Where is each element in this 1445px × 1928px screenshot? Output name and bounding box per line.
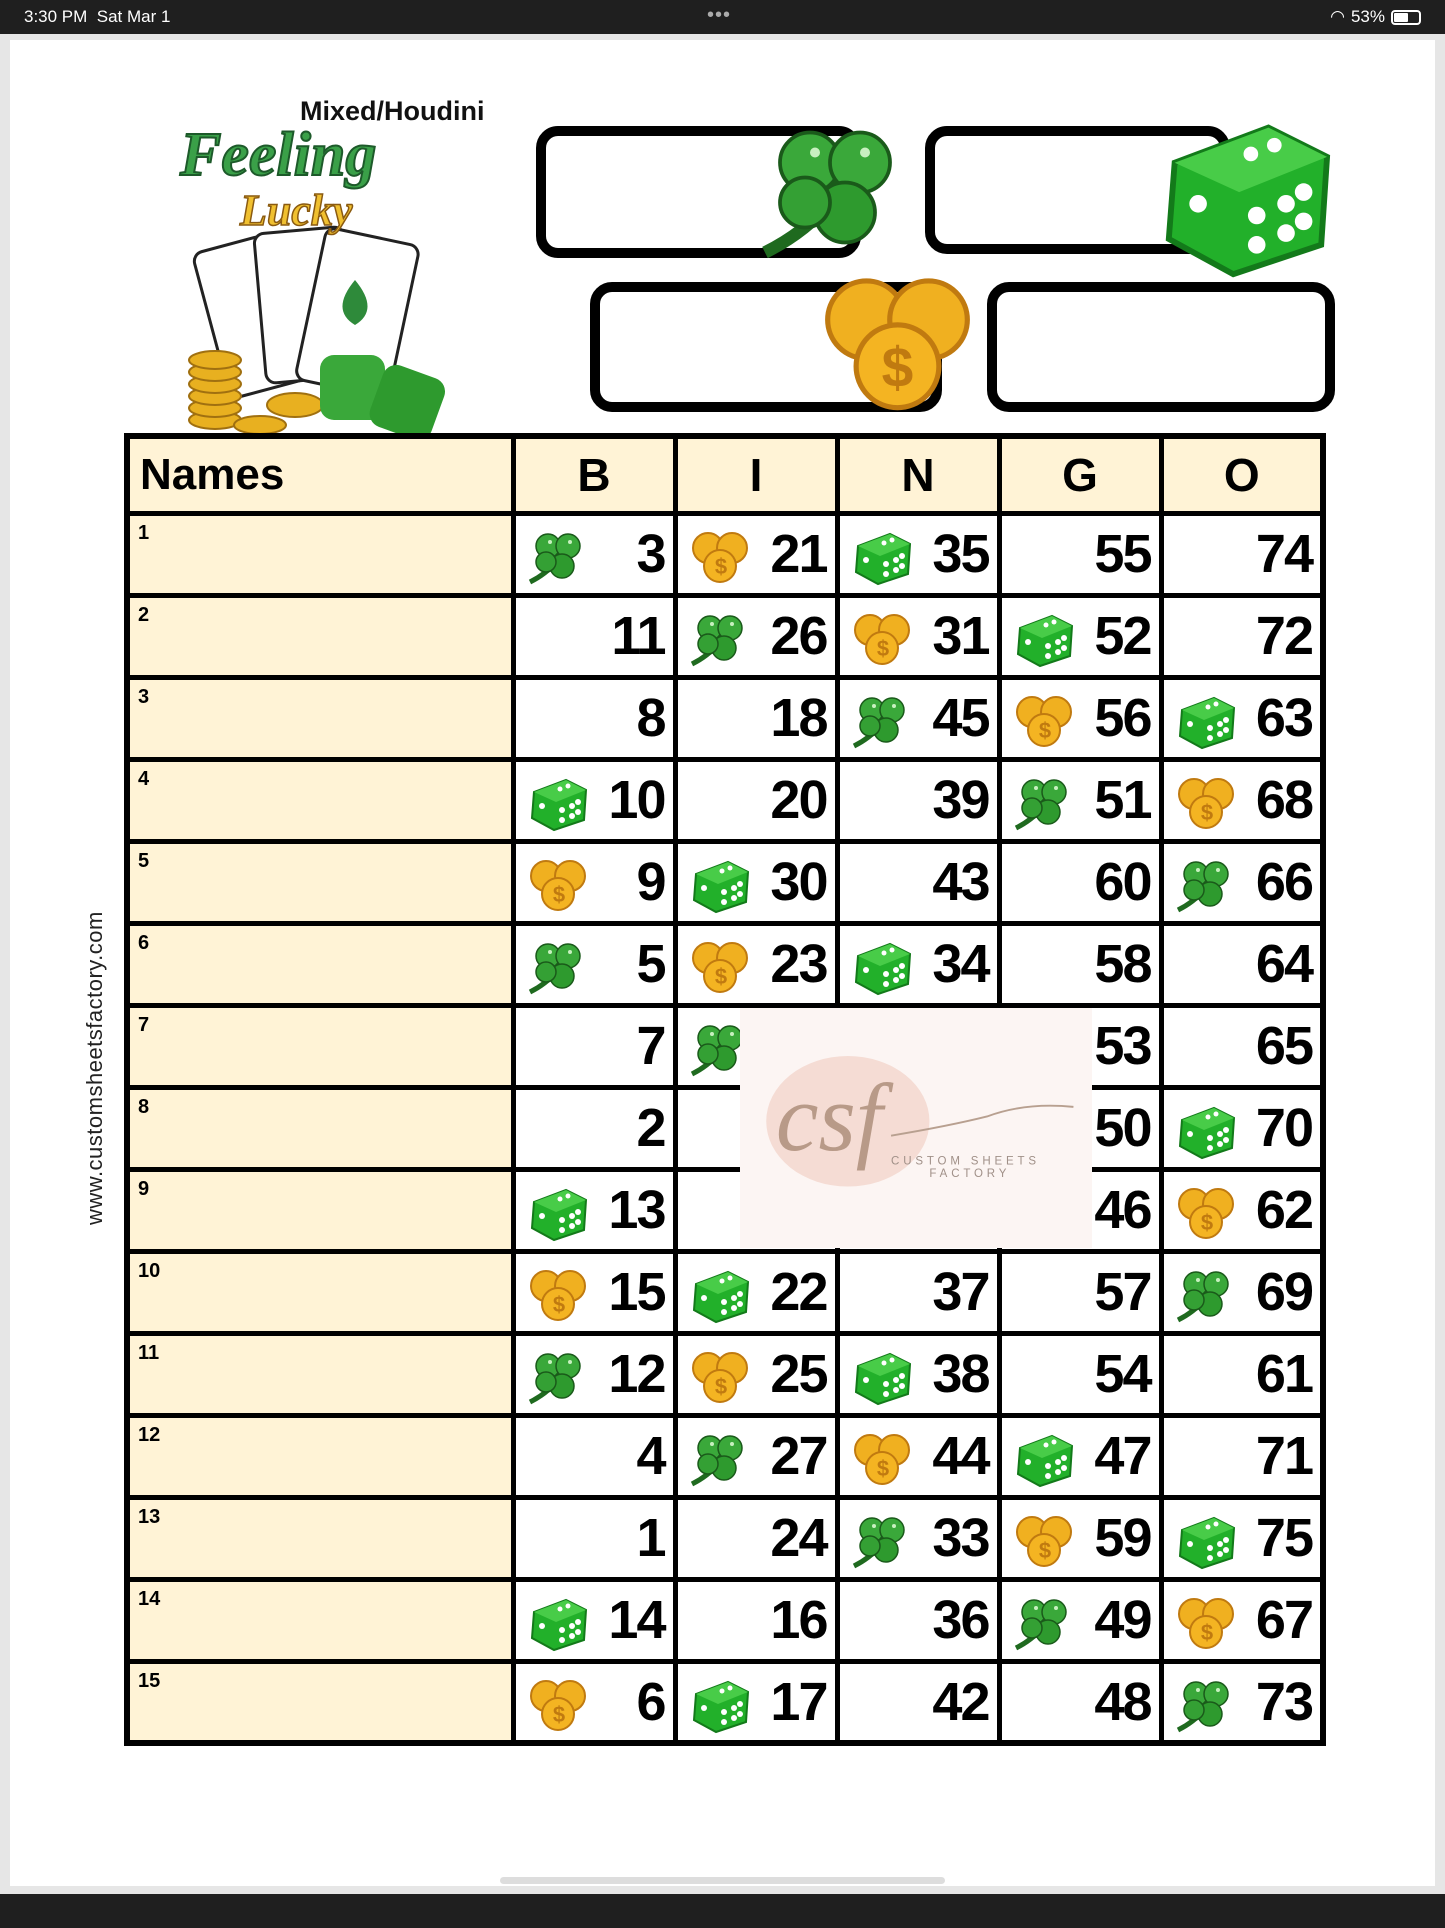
- bingo-number: 16: [770, 1590, 827, 1650]
- bingo-cell-o: [1161, 1415, 1323, 1497]
- row-number: 6: [138, 931, 150, 954]
- bingo-cell-g: [999, 1497, 1161, 1579]
- bingo-number: 52: [1094, 606, 1151, 666]
- bingo-cell-i: [675, 677, 837, 759]
- bingo-cell-i: [675, 595, 837, 677]
- bingo-number: 54: [1094, 1344, 1151, 1404]
- row-number: 15: [138, 1669, 161, 1692]
- time-text: 3:30 PM: [24, 7, 88, 26]
- bingo-cell-i: [675, 1415, 837, 1497]
- table-row: [127, 513, 1323, 595]
- bingo-cell-o: [1161, 923, 1323, 1005]
- bingo-number: 73: [1255, 1671, 1312, 1732]
- name-cell[interactable]: [127, 677, 513, 759]
- bingo-cell-g: [999, 759, 1161, 841]
- clover-icon: [1012, 774, 1076, 832]
- prize-box-4: [987, 282, 1335, 412]
- bingo-number: 34: [932, 934, 989, 994]
- bingo-number: 48: [1094, 1671, 1151, 1732]
- bingo-cell-b: [513, 923, 675, 1005]
- bingo-cell-i: [675, 923, 837, 1005]
- row-number: 4: [138, 767, 150, 790]
- bingo-cell-n: [837, 1661, 999, 1743]
- bingo-cell-n: [837, 1333, 999, 1415]
- bingo-number: 71: [1255, 1426, 1312, 1486]
- name-cell[interactable]: [127, 759, 513, 841]
- coins-icon: [526, 1266, 590, 1324]
- bingo-cell-o: [1161, 677, 1323, 759]
- bingo-cell-b: [513, 841, 675, 923]
- bingo-cell-b: [513, 1415, 675, 1497]
- bingo-cell-g: [999, 1251, 1161, 1333]
- bingo-number: 9: [636, 852, 665, 912]
- coins-icon: [1174, 1184, 1238, 1242]
- bingo-cell-b: [513, 1579, 675, 1661]
- dice-icon: [688, 1266, 752, 1324]
- bingo-number: 31: [932, 606, 989, 666]
- bingo-number: 70: [1255, 1098, 1312, 1158]
- bingo-cell-b: [513, 1661, 675, 1743]
- coins-icon: [688, 528, 752, 586]
- name-cell[interactable]: [127, 1333, 513, 1415]
- bingo-cell-i: [675, 841, 837, 923]
- bingo-number: 64: [1255, 934, 1312, 994]
- column-header-b: B: [513, 436, 675, 513]
- bingo-cell-b: [513, 513, 675, 595]
- clover-icon: [526, 528, 590, 586]
- bingo-cell-b: [513, 1005, 675, 1087]
- dice-icon: [526, 1184, 590, 1242]
- bingo-cell-n: [837, 923, 999, 1005]
- date-text: Sat Mar 1: [96, 7, 171, 26]
- bingo-cell-g: [999, 923, 1161, 1005]
- bingo-number: 14: [608, 1590, 665, 1650]
- website-text: www.customsheetsfactory.com: [82, 911, 107, 1225]
- bingo-number: 63: [1255, 688, 1312, 748]
- bingo-number: 44: [932, 1426, 989, 1486]
- bingo-cell-o: [1161, 841, 1323, 923]
- bingo-number: 4: [636, 1426, 665, 1486]
- bingo-cell-o: [1161, 1497, 1323, 1579]
- bingo-cell-n: [837, 513, 999, 595]
- coins-icon: [850, 610, 914, 668]
- bingo-cell-o: [1161, 1005, 1323, 1087]
- bingo-cell-b: [513, 1251, 675, 1333]
- clover-icon: [755, 115, 915, 265]
- bingo-cell-i: [675, 1251, 837, 1333]
- bingo-cell-g: [999, 841, 1161, 923]
- bingo-number: 59: [1094, 1508, 1151, 1568]
- name-cell[interactable]: [127, 1497, 513, 1579]
- bingo-cell-n: [837, 1415, 999, 1497]
- bingo-number: 13: [608, 1180, 665, 1240]
- coins-icon: [1174, 1594, 1238, 1652]
- coins-icon: [1012, 1512, 1076, 1570]
- bingo-number: 42: [932, 1671, 989, 1732]
- row-number: 8: [138, 1095, 150, 1118]
- battery-percent: 53%: [1350, 7, 1385, 26]
- bingo-number: 57: [1094, 1262, 1151, 1322]
- dice-icon: [1174, 692, 1238, 750]
- coins-icon: [688, 938, 752, 996]
- bingo-number: 3: [636, 524, 665, 584]
- bingo-number: 8: [636, 688, 665, 748]
- name-cell[interactable]: [127, 1005, 513, 1087]
- bingo-cell-n: [837, 841, 999, 923]
- bingo-cell-i: [675, 1579, 837, 1661]
- clover-icon: [1012, 1594, 1076, 1652]
- bingo-table: [124, 433, 1326, 1746]
- bingo-cell-b: [513, 677, 675, 759]
- bingo-number: 36: [932, 1590, 989, 1650]
- status-bar: [0, 0, 1445, 34]
- bingo-number: 33: [932, 1508, 989, 1568]
- game-subtitle: Mixed/Houdini: [300, 96, 485, 126]
- name-cell[interactable]: [127, 841, 513, 923]
- bingo-number: 67: [1255, 1590, 1312, 1650]
- bingo-number: 21: [770, 524, 827, 584]
- bingo-number: 17: [770, 1671, 827, 1732]
- home-indicator[interactable]: [500, 1877, 945, 1884]
- bingo-number: 72: [1255, 606, 1312, 666]
- clover-icon: [1174, 1676, 1238, 1734]
- table-row: [127, 1005, 1323, 1087]
- row-number: 11: [138, 1341, 160, 1364]
- table-row: [127, 841, 1323, 923]
- bingo-cell-i: [675, 513, 837, 595]
- bingo-number: 58: [1094, 934, 1151, 994]
- clover-icon: [1174, 1266, 1238, 1324]
- bingo-cell-g: [999, 1579, 1161, 1661]
- column-header-o: O: [1161, 436, 1323, 513]
- table-row: [127, 1087, 1323, 1169]
- bingo-number: 20: [770, 770, 827, 830]
- column-header-g: G: [999, 436, 1161, 513]
- bingo-number: 1: [636, 1508, 665, 1568]
- bingo-cell-i: [675, 759, 837, 841]
- column-header-i: I: [675, 436, 837, 513]
- bingo-number: 23: [770, 934, 827, 994]
- table-row: [127, 1333, 1323, 1415]
- dice-icon: [850, 938, 914, 996]
- bingo-number: 38: [932, 1344, 989, 1404]
- bingo-number: 45: [932, 688, 989, 748]
- coins-icon: [850, 1430, 914, 1488]
- bingo-cell-b: [513, 1169, 675, 1251]
- name-cell[interactable]: [127, 1169, 513, 1251]
- bingo-cell-b: [513, 759, 675, 841]
- bingo-cell-b: [513, 1087, 675, 1169]
- bingo-number: 22: [770, 1262, 827, 1322]
- bingo-number: 7: [636, 1016, 665, 1076]
- bingo-cell-g: [999, 677, 1161, 759]
- bingo-cell-o: [1161, 1251, 1323, 1333]
- bingo-number: 69: [1255, 1262, 1312, 1322]
- bingo-number: 47: [1094, 1426, 1151, 1486]
- bingo-number: 50: [1094, 1098, 1151, 1158]
- bingo-cell-g: [999, 513, 1161, 595]
- bingo-cell-n: [837, 759, 999, 841]
- feeling-lucky-logo: [170, 120, 510, 440]
- clover-icon: [688, 1430, 752, 1488]
- clover-icon: [526, 1348, 590, 1406]
- coins-icon: [526, 1676, 590, 1734]
- bingo-number: 39: [932, 770, 989, 830]
- name-cell[interactable]: [127, 1251, 513, 1333]
- name-cell[interactable]: [127, 1087, 513, 1169]
- bingo-number: 65: [1255, 1016, 1312, 1076]
- bingo-number: 18: [770, 688, 827, 748]
- bingo-cell-b: [513, 1333, 675, 1415]
- row-number: 13: [138, 1505, 161, 1528]
- name-cell[interactable]: [127, 513, 513, 595]
- name-cell[interactable]: [127, 595, 513, 677]
- bingo-cell-n: [837, 1579, 999, 1661]
- bingo-number: 37: [932, 1262, 989, 1322]
- clover-icon: [688, 610, 752, 668]
- bingo-number: 27: [770, 1426, 827, 1486]
- row-number: 12: [138, 1423, 161, 1446]
- bingo-number: 24: [770, 1508, 827, 1568]
- bingo-number: 10: [608, 770, 665, 830]
- bingo-number: 68: [1255, 770, 1312, 830]
- row-number: 2: [138, 603, 150, 626]
- table-row: [127, 677, 1323, 759]
- bingo-number: 11: [611, 606, 665, 666]
- dice-icon: [1150, 110, 1340, 280]
- bingo-number: 74: [1255, 524, 1312, 584]
- bingo-cell-o: [1161, 1579, 1323, 1661]
- bingo-number: 43: [932, 852, 989, 912]
- table-row: [127, 1415, 1323, 1497]
- bingo-number: 46: [1094, 1180, 1151, 1240]
- bingo-cell-o: [1161, 1087, 1323, 1169]
- bingo-cell-o: [1161, 595, 1323, 677]
- bingo-number: 56: [1094, 688, 1151, 748]
- coins-icon: [810, 268, 985, 418]
- logo-feeling-text: Feeling: [180, 121, 377, 189]
- watermark: [740, 1008, 1092, 1248]
- bingo-number: 25: [770, 1344, 827, 1404]
- bingo-number: 66: [1255, 852, 1312, 912]
- table-row: [127, 923, 1323, 1005]
- table-row: [127, 595, 1323, 677]
- bingo-cell-o: [1161, 513, 1323, 595]
- wifi-icon: ◠: [1330, 7, 1345, 26]
- watermark-line2: FACTORY: [929, 1167, 1011, 1180]
- dice-icon: [526, 774, 590, 832]
- multitask-dots[interactable]: •••: [707, 4, 732, 26]
- clover-icon: [526, 938, 590, 996]
- bingo-number: 12: [608, 1344, 665, 1404]
- bingo-cell-g: [999, 1333, 1161, 1415]
- dice-icon: [1174, 1512, 1238, 1570]
- bingo-cell-n: [837, 1251, 999, 1333]
- bingo-number: 53: [1094, 1016, 1151, 1076]
- dice-icon: [850, 1348, 914, 1406]
- bingo-cell-i: [675, 1497, 837, 1579]
- dice-icon: [688, 1676, 752, 1734]
- bingo-cell-o: [1161, 1169, 1323, 1251]
- bingo-number: 26: [770, 606, 827, 666]
- bingo-number: 30: [770, 852, 827, 912]
- row-number: 10: [138, 1259, 161, 1282]
- name-cell[interactable]: [127, 923, 513, 1005]
- names-header: Names: [127, 436, 513, 513]
- table-row: [127, 1497, 1323, 1579]
- dice-icon: [1174, 1102, 1238, 1160]
- bingo-number: 15: [608, 1262, 665, 1322]
- bingo-number: 51: [1094, 770, 1151, 830]
- battery-icon: [1391, 10, 1421, 25]
- bingo-cell-b: [513, 595, 675, 677]
- table-row: [127, 1251, 1323, 1333]
- dice-icon: [526, 1594, 590, 1652]
- coins-icon: [1012, 692, 1076, 750]
- bingo-cell-g: [999, 595, 1161, 677]
- bingo-cell-n: [837, 1497, 999, 1579]
- bingo-number: 62: [1255, 1180, 1312, 1240]
- watermark-monogram: csf: [775, 1064, 883, 1172]
- name-cell[interactable]: [127, 1661, 513, 1743]
- table-row: [127, 1579, 1323, 1661]
- bingo-cell-g: [999, 1415, 1161, 1497]
- row-number: 1: [138, 521, 150, 544]
- row-number: 3: [138, 685, 150, 708]
- bingo-cell-b: [513, 1497, 675, 1579]
- bingo-cell-n: [837, 595, 999, 677]
- bingo-number: 60: [1094, 852, 1151, 912]
- status-time: [24, 7, 170, 27]
- dice-icon: [1012, 1430, 1076, 1488]
- dice-icon: [688, 856, 752, 914]
- column-header-n: N: [837, 436, 999, 513]
- row-number: 7: [138, 1013, 150, 1036]
- row-number: 9: [138, 1177, 150, 1200]
- bingo-cell-i: [675, 1661, 837, 1743]
- table-row: [127, 1661, 1323, 1743]
- bingo-number: 61: [1255, 1344, 1312, 1404]
- bingo-number: 55: [1094, 524, 1151, 584]
- bingo-number: 75: [1255, 1508, 1312, 1568]
- coins-icon: [526, 856, 590, 914]
- logo-lucky-text: Lucky: [240, 186, 353, 235]
- clover-icon: [850, 1512, 914, 1570]
- bingo-cell-g: [999, 1661, 1161, 1743]
- table-row: [127, 759, 1323, 841]
- watermark-line1: CUSTOM SHEETS: [891, 1155, 1040, 1168]
- bingo-number: 35: [932, 524, 989, 584]
- bingo-number: 6: [636, 1671, 665, 1732]
- dice-icon: [1012, 610, 1076, 668]
- bingo-cell-o: [1161, 1661, 1323, 1743]
- row-number: 14: [138, 1587, 161, 1610]
- clover-icon: [1174, 856, 1238, 914]
- bingo-cell-i: [675, 1333, 837, 1415]
- bingo-number: 2: [636, 1098, 665, 1158]
- table-row: [127, 1169, 1323, 1251]
- name-cell[interactable]: [127, 1579, 513, 1661]
- coins-icon: [688, 1348, 752, 1406]
- row-number: 5: [138, 849, 150, 872]
- bingo-cell-o: [1161, 759, 1323, 841]
- bingo-cell-n: [837, 677, 999, 759]
- name-cell[interactable]: [127, 1415, 513, 1497]
- clover-icon: [850, 692, 914, 750]
- dice-icon: [850, 528, 914, 586]
- bingo-cell-o: [1161, 1333, 1323, 1415]
- coins-icon: [1174, 774, 1238, 832]
- bingo-number: 5: [636, 934, 665, 994]
- bingo-number: 49: [1094, 1590, 1151, 1650]
